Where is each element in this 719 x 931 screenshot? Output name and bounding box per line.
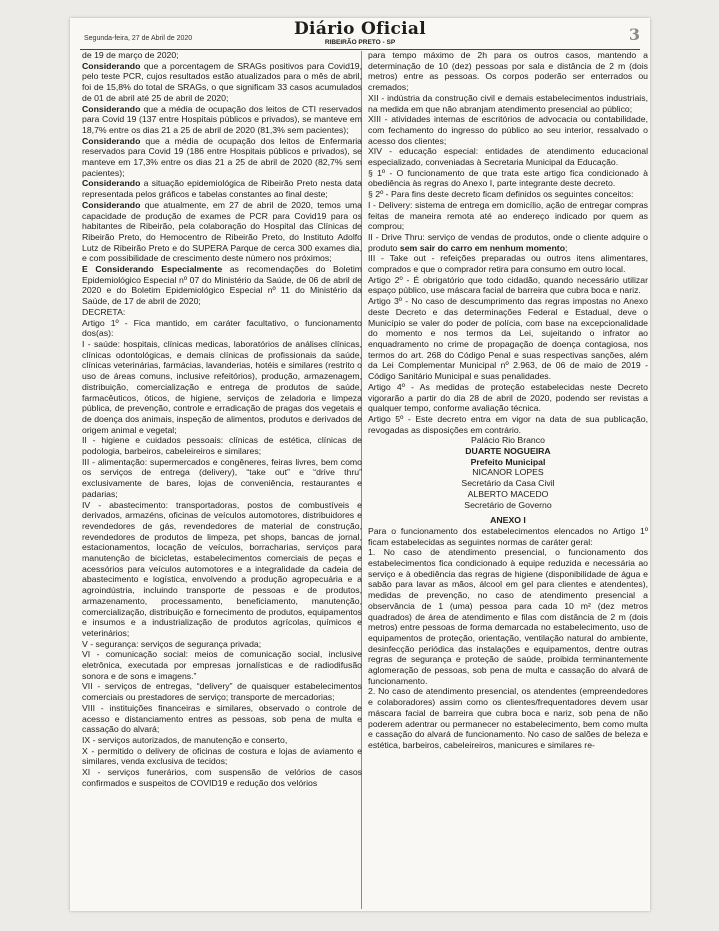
bold-lead: Considerando xyxy=(82,60,141,71)
paragraph: II - Drive Thru: serviço de vendas de produtos, onde o cliente adquire o produto sem sair do carro em nenhum momento; xyxy=(368,231,648,253)
annex-heading: ANEXO I xyxy=(490,515,526,526)
paragraph: XIV - educação especial: entidades de atendimento educacional especializado, conveniadas à Secretaria Municipal da Educação. xyxy=(368,146,648,168)
paragraph: Artigo 2º - É obrigatório que todo cidadão, quando necessário utilizar espaço público, use máscara facial de barreira que cubra boca e nariz. xyxy=(368,274,648,296)
paragraph: I - Delivery: sistema de entrega em domicílio, ação de entregar compras feitas de maneira remota até ao endereço indicado por quem as comprou; xyxy=(368,199,648,232)
paragraph: Artigo 3º - No caso de descumprimento das regras impostas no Anexo deste Decreto e das determinações Federal e Estadual, deve o Município se valer do poder de polícia, com base na excepcionalidade do momento e nos termos da Lei, sujeitando o infrator ao enquadramento no crime de propagação de doença contagiosa, nos termos do art. 268 do Código Penal e suas respectivas sanções, além da Lei Complementar Municipal nº 2.963, de 06 de maio de 2019 - Código Sanitário Municipal e suas penalidades. xyxy=(368,296,648,382)
paragraph: XI - serviços funerários, com suspensão de velórios de casos confirmados e suspeitos de COVID19 e redução dos velórios xyxy=(82,767,362,788)
paragraph: VI - comunicação social: meios de comunicação social, inclusive eletrônica, executada por empresas jornalísticas e de radiodifusão sonora e de sons e imagens.” xyxy=(82,649,362,681)
paragraph: III - Take out - refeições preparadas ou outros itens alimentares, comprados e que o comprador retira para consumo em outro local. xyxy=(368,253,648,275)
paragraph: I - saúde: hospitais, clínicas medicas, laboratórios de análises clínicas, clínicas odontológicas, e demais clínicas de profissionais da saúde, clínicas veterinárias, farmácias, lavanderias, hotéis e similares (restrito o uso de áreas comuns, inclusive refeitórios), produção, armazenagem, distribuição, comercialização e entrega de produtos de saúde, farmacêuticos, óticos, de higiene, serviços de zeladoria e limpeza pública, de prevenção, controle e erradicação de pragas dos vegetais e de doença dos animais, inspeção de alimentos, produtos e derivados de origem animal e vegetal; xyxy=(82,338,362,435)
paragraph: 1. No caso de atendimento presencial, o funcionamento dos estabelecimentos fica condicionado à equipe reduzida e necessária ao serviço e à obediência das regras de higiene (disponibilidade de água e sabão para lavar as mãos, álcool em gel para clientes e atendentes), medidas de prevenção, no caso de atendimento presencial a observância de 1 (uma) pessoa para cada 10 m² (dez metros quadrados) de área de atendimento e filas com distância de 2 m (dois metros) entre pessoas de forma demarcada no estabelecimento, uso de equipamentos de proteção, orientação, ventilação natural do ambiente, desinfecção periódica das instalações e equipamentos, dentre outras regras de segurança e proteção de saúde, proibida terminantemente aglomeração de pessoas, sob pena de multa e cassação do alvará de funcionamento. xyxy=(368,547,648,686)
publication-date: Segunda-feira, 27 de Abril de 2020 xyxy=(84,35,193,42)
paragraph: E Considerando Especialmente as recomendações do Boletim Epidemiológico Especial nº 07 do Ministério da Saúde, de 06 de abril de 2020 e do Boletim Epidemiológico Especial nº 11 do Ministério da Saúde, de 17 de abril de 2020; xyxy=(82,264,362,307)
paragraph: para tempo máximo de 2h para os outros casos, mantendo a determinação de 10 (dez) pessoas por sala e distância de 2 m (dois metros) entre as pessoas. Os corpos poderão ser enterrados ou cremados; xyxy=(368,50,648,93)
bold-phrase: sem sair do carro em nenhum momento xyxy=(399,242,565,253)
paragraph: Considerando que a média de ocupação dos leitos de CTI reservados para Covid 19 (137 entre Hospitais públicos e privados), se manteve em 18,7% entre os dias 21 a 25 de abril de 2020 (81,3% sem pacientes); xyxy=(82,103,362,135)
signature-role: Secretário da Casa Civil xyxy=(461,478,555,489)
paragraph: III - alimentação: supermercados e congêneres, feiras livres, bem como os serviços de entrega (delivery), “take out” e “drive thru” exclusivamente de bares, lojas de conveniência, restaurantes e padarias; xyxy=(82,456,362,499)
paragraph: Artigo 4º - As medidas de proteção estabelecidas neste Decreto vigorarão a partir do dia 28 de abril de 2020, podendo ser revistas a qualquer tempo, conforme avaliação técnica. xyxy=(368,381,648,414)
paragraph: X - permitido o delivery de oficinas de costura e lojas de aviamento e similares, venda exclusiva de tecidos; xyxy=(82,745,362,767)
paragraph: § 1º - O funcionamento de que trata este artigo fica condicionado à obediência às regras do Anexo I, parte integrante deste decreto. xyxy=(368,167,648,189)
newspaper-page xyxy=(70,18,650,911)
paragraph: Para o funcionamento dos estabelecimentos elencados no Artigo 1º ficam estabelecidas as seguintes normas de caráter geral: xyxy=(368,525,648,547)
paragraph: Artigo 5º - Este decreto entra em vigor na data de sua publicação, revogadas as disposições em contrário. xyxy=(368,413,648,435)
signature-role: Prefeito Municipal xyxy=(470,456,546,467)
page-number: 3 xyxy=(628,25,640,44)
page-header xyxy=(70,18,650,51)
masthead-title: Diário Oficial xyxy=(294,19,426,39)
paragraph: Artigo 1º - Fica mantido, em caráter facultativo, o funcionamento dos(as): xyxy=(82,317,362,339)
bold-lead: Considerando xyxy=(82,199,141,210)
bold-lead: Considerando xyxy=(82,103,141,114)
paragraph: XIII - atividades internas de escritórios de advocacia ou contabilidade, com fechamento do ingresso do público ao seu interior, ressalvado o acesso dos clientes; xyxy=(368,114,648,146)
paragraph: VII - serviços de entregas, “delivery” de quaisquer estabelecimentos comerciais ou prestadores de serviço; transporte de mercadorias; xyxy=(82,681,362,703)
paragraph: Considerando que a porcentagem de SRAGs positivos para Covid19, pelo teste PCR, cujos resultados estão atualizados para o mês de abril, foi de 15,8% do total de SRAGs, o que significam 33 casos acumulados de 01 de abril até 25 de abril de 2020; xyxy=(82,60,362,103)
signature-name: DUARTE NOGUEIRA xyxy=(465,446,551,457)
paragraph: Considerando que atualmente, em 27 de abril de 2020, temos uma capacidade de produção de exames de PCR para Covid19 para os habitantes de Ribeirão, pela colaboração do Hospital das Clínicas de Ribeirão Preto, do Hemocentro de Ribeirão Preto, do Instituto Adolfo Lutz de Ribeirão Preto e do SUPERA Parque de cerca 300 exames dia, e com possibilidade de crescimento deste número nos próximos; xyxy=(82,199,362,264)
signature-name: NICANOR LOPES xyxy=(472,467,544,478)
left-column xyxy=(82,50,362,910)
right-column xyxy=(368,50,648,910)
paragraph: 2. No caso de atendimento presencial, os atendentes (empreendedores e colaboradores) assim como os clientes/frequentadores devem usar máscara facial de barreira que cubra boca e nariz, sob pena de não poderem adentrar ou permanecer no estabelecimento, bem como multa e cassação do alvará de funcionamento. No caso de salões de beleza e estética, barbeiros, cabeleireiros, manicures e similares re- xyxy=(368,686,648,750)
bold-lead: Considerando xyxy=(82,178,141,189)
paragraph: Considerando que a média de ocupação dos leitos de Enfermaria reservados para Covid 19 (186 entre Hospitais públicos e privados), se manteve em 17,3% entre os dias 21 a 25 de abril de 2020 (82,7% sem pacientes); xyxy=(82,135,362,178)
signature-place: Palácio Rio Branco xyxy=(471,435,545,446)
paragraph: de 19 de março de 2020; xyxy=(82,50,179,60)
paragraph: DECRETA: xyxy=(82,306,126,317)
bold-lead: Considerando xyxy=(82,135,141,146)
paragraph: Considerando a situação epidemiológica de Ribeirão Preto nesta data representada pelos gráficos e tabelas constantes ao final deste; xyxy=(82,178,362,200)
bold-lead: E Considerando Especialmente xyxy=(82,264,223,275)
paragraph: VIII - instituições financeiras e similares, observado o controle de acesso e distanciamento entres as pessoas, sob pena de multa e cassação do alvará; xyxy=(82,702,362,735)
masthead-subtitle: RIBEIRÃO PRETO - SP xyxy=(324,39,396,46)
paragraph: § 2º - Para fins deste decreto ficam definidos os seguintes conceitos: xyxy=(368,189,634,200)
signature-role: Secretário de Governo xyxy=(464,499,552,510)
paragraph: II - higiene e cuidados pessoais: clínicas de estética, clínicas de podologia, barbeiros, cabeleireiros e similares; xyxy=(82,435,362,457)
paragraph: V - segurança: serviços de segurança privada; xyxy=(82,638,262,649)
paragraph: IV - abastecimento: transportadoras, postos de combustíveis e derivados, armazéns, oficinas de veículos automotores, distribuidores e revendedores de gás, revendedores de material de construção, revendedores de produtos de limpeza, pet shops, bancas de jornal, estacionamentos, locação de veículos, borracharias, serviços para manutenção de bicicletas, estabelecimentos comerciais de peças e acessórios para veículos automotores e a integralidade da cadeia de abastecimento e logística, envolvendo a produção agropecuária e a agroindústria, incluindo transporte de pessoas e de produtos, armazenamento, processamento, beneficiamento, manutenção, comercialização, distribuição e fornecimento de produtos, equipamentos e insumos e a industrialização de produtos agrícolas, químicos e veterinários; xyxy=(82,499,362,638)
paragraph: XII - indústria da construção civil e demais estabelecimentos industriais, na medida em que não abranjam atendimento presencial ao público; xyxy=(368,92,648,114)
paragraph: IX - serviços autorizados, de manutenção e conserto, xyxy=(82,735,288,745)
signature-name: ALBERTO MACEDO xyxy=(467,488,549,499)
